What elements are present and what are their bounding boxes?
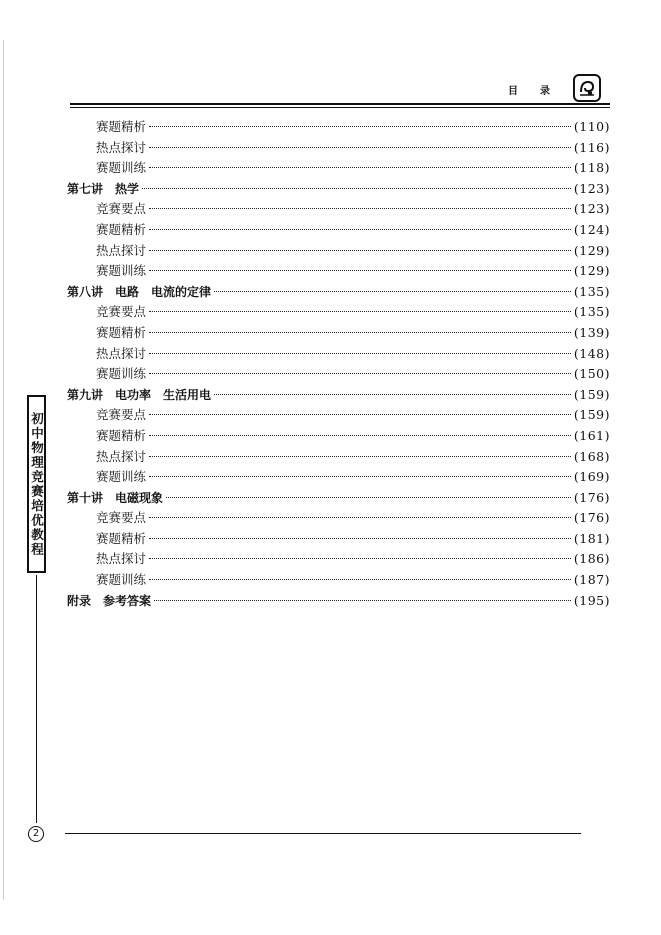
toc-chapter-entry [67, 591, 610, 612]
dot-leader [166, 497, 571, 498]
toc-section-entry [67, 508, 610, 529]
toc-entry-page: (139) [573, 324, 610, 340]
dot-leader [214, 291, 571, 292]
dot-leader [149, 208, 571, 209]
dot-leader [149, 270, 571, 271]
toc-entry-page: (169) [573, 469, 610, 485]
toc-entry-title: 赛题精析 [96, 119, 147, 134]
side-label: 初中物理竞赛培优教程 [29, 411, 45, 557]
toc-entry-page: (129) [573, 263, 610, 279]
toc-section-entry [67, 241, 610, 262]
toc-entry-page: (181) [573, 530, 610, 546]
page-number: 2 [28, 826, 44, 842]
toc-section-entry [67, 344, 610, 365]
toc-entry-title: 竞赛要点 [96, 304, 147, 320]
toc-chapter-entry [67, 385, 610, 406]
toc-entry-title: 赛题训练 [96, 469, 147, 485]
toc-section-entry [67, 405, 610, 426]
page-edge-line [3, 40, 4, 900]
toc-entry-title: 赛题训练 [96, 263, 147, 279]
toc-entry-page: (195) [573, 592, 610, 608]
series-logo-icon [573, 74, 601, 102]
footer-rule [65, 833, 581, 834]
toc-section-entry [67, 447, 610, 468]
header-rule [70, 103, 610, 105]
toc-entry-title: 热点探讨 [96, 448, 147, 464]
toc-entry-page: (123) [573, 201, 610, 217]
toc-entry-title: 赛题精析 [96, 324, 147, 340]
dot-leader [149, 558, 571, 559]
side-rule [36, 575, 37, 823]
toc-entry-page: (168) [573, 448, 610, 464]
toc-entry-title: 热点探讨 [96, 551, 147, 567]
toc-section-entry [67, 467, 610, 488]
side-label-box [27, 395, 46, 573]
header-rule-thin [70, 107, 610, 108]
dot-leader [142, 188, 571, 189]
toc-entry-title: 赛题精析 [96, 427, 147, 443]
toc-entry-page: (159) [573, 407, 610, 423]
toc-entry-page: (110) [573, 119, 610, 134]
toc-entry-page: (159) [573, 386, 610, 402]
dot-leader [149, 167, 571, 168]
toc-entry-title: 竞赛要点 [96, 510, 147, 526]
toc-entry-page: (116) [573, 139, 610, 155]
toc-entry-title: 附录 参考答案 [67, 593, 152, 608]
dot-leader [149, 476, 571, 477]
toc-entry-title: 竞赛要点 [96, 407, 147, 423]
dot-leader [149, 517, 571, 518]
toc-entry-page: (176) [573, 510, 610, 526]
toc-entry-title: 热点探讨 [96, 345, 147, 361]
toc-section-entry [67, 117, 610, 138]
toc-section-entry [67, 570, 610, 591]
toc-section-entry [67, 549, 610, 570]
toc-entry-title: 第七讲 热学 [67, 181, 140, 196]
toc-section-entry [67, 323, 610, 344]
dot-leader [149, 373, 571, 374]
toc-entry-page: (161) [573, 427, 610, 443]
toc-section-entry [67, 261, 610, 282]
toc-chapter-entry [67, 179, 610, 200]
toc-entry-page: (186) [573, 551, 610, 567]
toc-section-entry [67, 220, 610, 241]
dot-leader [149, 414, 571, 415]
toc-entry-page: (135) [573, 283, 610, 299]
toc-entry-page: (118) [573, 160, 610, 176]
toc-chapter-entry [67, 488, 610, 509]
toc-entry-page: (187) [573, 572, 610, 588]
dot-leader [149, 332, 571, 333]
dot-leader [149, 147, 571, 148]
toc-entry-title: 赛题精析 [96, 221, 147, 237]
toc-entry-title: 热点探讨 [96, 242, 147, 258]
toc-entry-page: (123) [573, 180, 610, 196]
toc-entry-title: 第十讲 电磁现象 [67, 490, 164, 505]
toc-section-entry [67, 199, 610, 220]
dot-leader [149, 250, 571, 251]
toc-entry-title: 赛题训练 [96, 366, 147, 382]
dot-leader [149, 311, 571, 312]
dot-leader [149, 456, 571, 457]
toc-entry-title: 热点探讨 [96, 139, 147, 155]
toc-entry-title: 赛题精析 [96, 530, 147, 546]
toc-entry-page: (124) [573, 221, 610, 237]
toc-section-entry [67, 426, 610, 447]
header-title: 目录 [508, 86, 572, 97]
toc-entry-page: (129) [573, 242, 610, 258]
table-of-contents [67, 117, 610, 611]
dot-leader [149, 435, 571, 436]
toc-entry-page: (148) [573, 345, 610, 361]
toc-section-entry [67, 364, 610, 385]
toc-entry-title: 竞赛要点 [96, 201, 147, 217]
dot-leader [154, 600, 571, 601]
dot-leader [214, 394, 571, 395]
dot-leader [149, 538, 571, 539]
dot-leader [149, 353, 571, 354]
toc-section-entry [67, 138, 610, 159]
dot-leader [149, 579, 571, 580]
dot-leader [149, 126, 571, 127]
toc-entry-title: 赛题训练 [96, 160, 147, 176]
toc-section-entry [67, 158, 610, 179]
toc-entry-page: (176) [573, 489, 610, 505]
toc-entry-title: 赛题训练 [96, 572, 147, 588]
toc-entry-title: 第八讲 电路 电流的定律 [67, 284, 212, 299]
toc-section-entry [67, 529, 610, 550]
toc-entry-title: 第九讲 电功率 生活用电 [67, 387, 212, 402]
toc-entry-page: (150) [573, 366, 610, 382]
toc-chapter-entry [67, 282, 610, 303]
toc-section-entry [67, 302, 610, 323]
dot-leader [149, 229, 571, 230]
toc-entry-page: (135) [573, 304, 610, 320]
